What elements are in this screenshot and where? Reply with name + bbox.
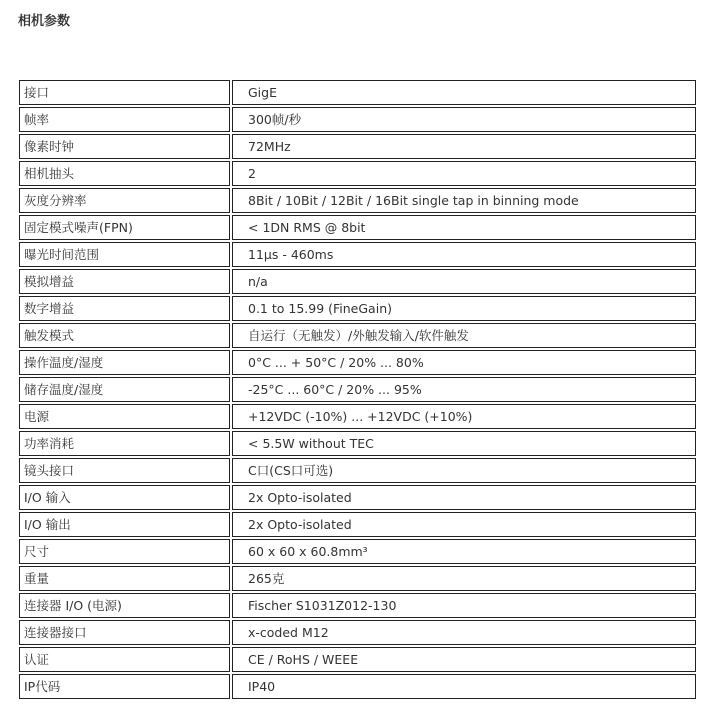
table-row bbox=[19, 323, 696, 348]
param-label: 电源 bbox=[19, 404, 230, 429]
table-row bbox=[19, 80, 696, 105]
param-value: < 1DN RMS @ 8bit bbox=[232, 215, 696, 240]
param-label: 尺寸 bbox=[19, 539, 230, 564]
table-row bbox=[19, 134, 696, 159]
table-row bbox=[19, 674, 696, 699]
table-row bbox=[19, 620, 696, 645]
param-value: 300帧/秒 bbox=[232, 107, 696, 132]
param-value: 72MHz bbox=[232, 134, 696, 159]
param-value: 265克 bbox=[232, 566, 696, 591]
table-row bbox=[19, 107, 696, 132]
param-value: 2x Opto-isolated bbox=[232, 485, 696, 510]
table-row bbox=[19, 512, 696, 537]
param-label: 数字增益 bbox=[19, 296, 230, 321]
param-label: 认证 bbox=[19, 647, 230, 672]
table-row bbox=[19, 539, 696, 564]
table-row bbox=[19, 647, 696, 672]
param-label: 储存温度/湿度 bbox=[19, 377, 230, 402]
table-row bbox=[19, 215, 696, 240]
param-label: 功率消耗 bbox=[19, 431, 230, 456]
param-value: +12VDC (-10%) ... +12VDC (+10%) bbox=[232, 404, 696, 429]
param-value: 60 x 60 x 60.8mm³ bbox=[232, 539, 696, 564]
param-label: IP代码 bbox=[19, 674, 230, 699]
param-label: 模拟增益 bbox=[19, 269, 230, 294]
param-label: 连接器 I/O (电源) bbox=[19, 593, 230, 618]
param-label: 灰度分辨率 bbox=[19, 188, 230, 213]
table-row bbox=[19, 242, 696, 267]
param-label: 帧率 bbox=[19, 107, 230, 132]
param-value: 0.1 to 15.99 (FineGain) bbox=[232, 296, 696, 321]
table-row bbox=[19, 458, 696, 483]
param-label: 连接器接口 bbox=[19, 620, 230, 645]
param-value: 2 bbox=[232, 161, 696, 186]
param-label: 重量 bbox=[19, 566, 230, 591]
param-value: x-coded M12 bbox=[232, 620, 696, 645]
param-value: IP40 bbox=[232, 674, 696, 699]
param-value: 2x Opto-isolated bbox=[232, 512, 696, 537]
table-row bbox=[19, 485, 696, 510]
table-row bbox=[19, 161, 696, 186]
table-row bbox=[19, 431, 696, 456]
param-value: GigE bbox=[232, 80, 696, 105]
table-row bbox=[19, 404, 696, 429]
param-value: -25°C ... 60°C / 20% ... 95% bbox=[232, 377, 696, 402]
param-label: 相机抽头 bbox=[19, 161, 230, 186]
param-label: 操作温度/湿度 bbox=[19, 350, 230, 375]
param-label: 触发模式 bbox=[19, 323, 230, 348]
param-label: 接口 bbox=[19, 80, 230, 105]
table-row bbox=[19, 296, 696, 321]
param-value: Fischer S1031Z012-130 bbox=[232, 593, 696, 618]
param-value: 自运行（无触发）/外触发输入/软件触发 bbox=[232, 323, 696, 348]
param-label: 镜头接口 bbox=[19, 458, 230, 483]
param-label: 曝光时间范围 bbox=[19, 242, 230, 267]
param-label: 像素时钟 bbox=[19, 134, 230, 159]
table-row bbox=[19, 188, 696, 213]
param-value: < 5.5W without TEC bbox=[232, 431, 696, 456]
param-value: C口(CS口可选) bbox=[232, 458, 696, 483]
param-value: CE / RoHS / WEEE bbox=[232, 647, 696, 672]
table-row bbox=[19, 350, 696, 375]
camera-parameters-table bbox=[17, 78, 698, 701]
table-row bbox=[19, 269, 696, 294]
param-label: I/O 输出 bbox=[19, 512, 230, 537]
table-row bbox=[19, 377, 696, 402]
param-label: 固定模式噪声(FPN) bbox=[19, 215, 230, 240]
param-label: I/O 输入 bbox=[19, 485, 230, 510]
section-title: 相机参数 bbox=[18, 14, 71, 29]
table-row bbox=[19, 593, 696, 618]
table-row bbox=[19, 566, 696, 591]
param-value: 0°C ... + 50°C / 20% ... 80% bbox=[232, 350, 696, 375]
param-value: 11μs - 460ms bbox=[232, 242, 696, 267]
param-value: n/a bbox=[232, 269, 696, 294]
param-value: 8Bit / 10Bit / 12Bit / 16Bit single tap in binning mode bbox=[232, 188, 696, 213]
